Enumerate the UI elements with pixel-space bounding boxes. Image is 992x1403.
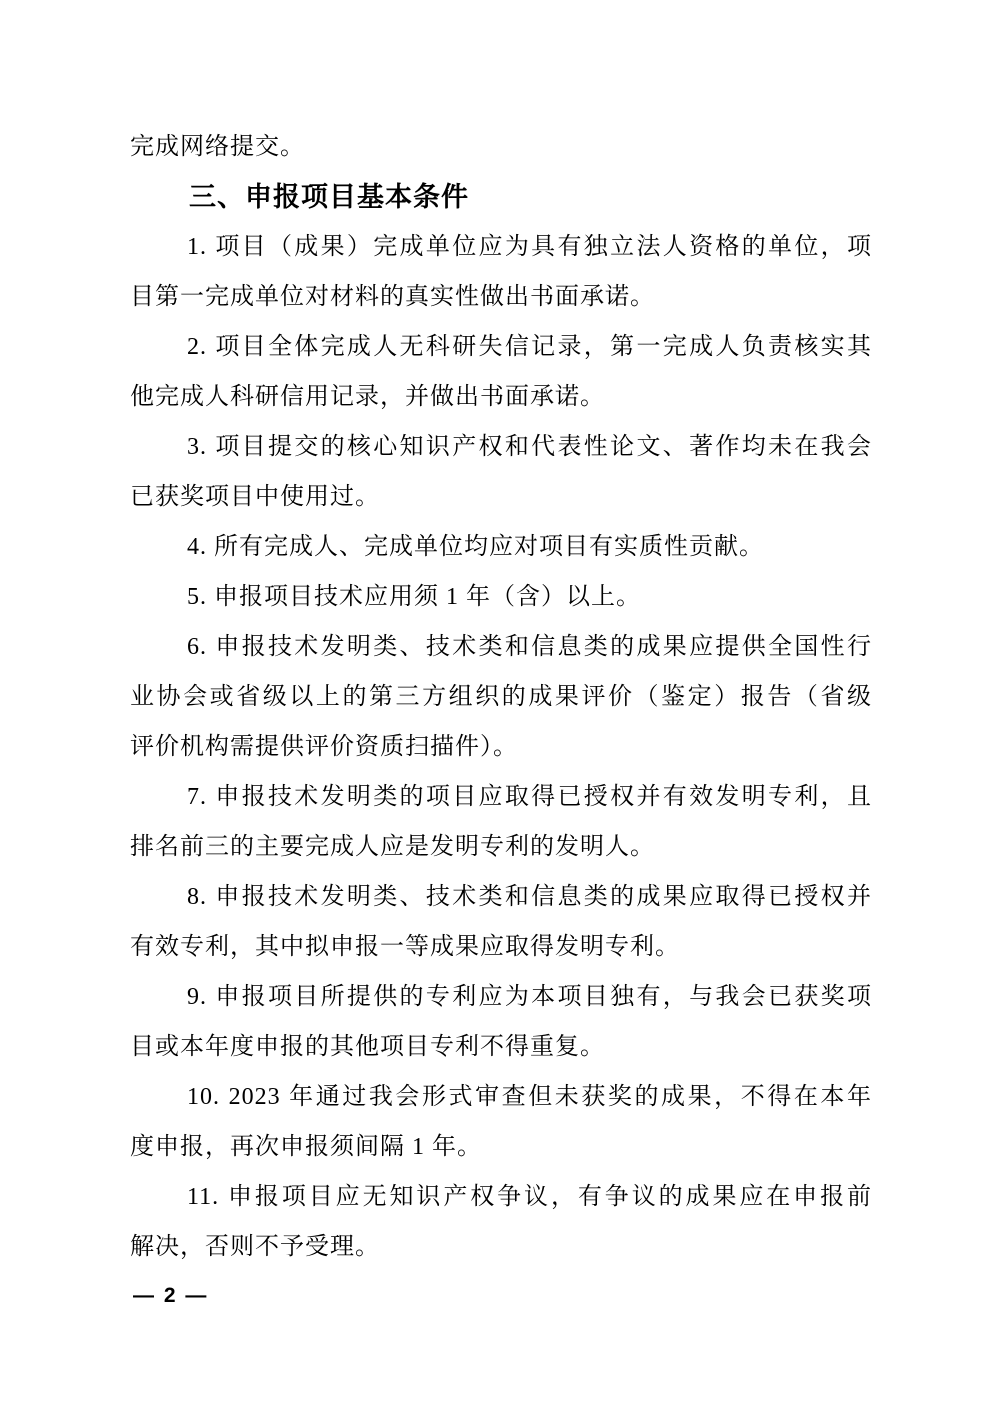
paragraph-continuation-line: 完成网络提交。 <box>130 134 305 160</box>
text-line: 1. 项目（成果）完成单位应为具有独立法人资格的单位，项 <box>187 234 872 260</box>
text-line: 评价机构需提供评价资质扫描件）。 <box>130 734 518 760</box>
text-line: 目第一完成单位对材料的真实性做出书面承诺。 <box>130 284 655 310</box>
page-number: — 2 — <box>133 1284 209 1307</box>
list-item-4 <box>130 522 872 572</box>
text-line: 排名前三的主要完成人应是发明专利的发明人。 <box>130 834 655 860</box>
list-item-5 <box>130 572 872 622</box>
list-item-7 <box>130 772 872 872</box>
text-line: 已获奖项目中使用过。 <box>130 484 380 510</box>
list-item-10 <box>130 1072 872 1172</box>
list-item-11 <box>130 1172 872 1272</box>
list-item-3 <box>130 422 872 522</box>
text-line: 解决，否则不予受理。 <box>130 1234 380 1260</box>
text-line: 8. 申报技术发明类、技术类和信息类的成果应取得已授权并 <box>187 884 872 910</box>
list-item-9 <box>130 972 872 1072</box>
text-line: 他完成人科研信用记录，并做出书面承诺。 <box>130 384 605 410</box>
section-heading: 三、申报项目基本条件 <box>189 182 469 212</box>
list-item-1 <box>130 222 872 322</box>
text-line: 3. 项目提交的核心知识产权和代表性论文、著作均未在我会 <box>187 434 872 460</box>
text-line: 业协会或省级以上的第三方组织的成果评价（鉴定）报告（省级 <box>130 684 872 710</box>
text-line: 4. 所有完成人、完成单位均应对项目有实质性贡献。 <box>187 534 764 560</box>
text-line: 11. 申报项目应无知识产权争议，有争议的成果应在申报前 <box>187 1184 872 1210</box>
list-item-8 <box>130 872 872 972</box>
text-line: 9. 申报项目所提供的专利应为本项目独有，与我会已获奖项 <box>187 984 872 1010</box>
text-line: 5. 申报项目技术应用须 1 年（含）以上。 <box>187 584 641 610</box>
text-line: 6. 申报技术发明类、技术类和信息类的成果应提供全国性行 <box>187 634 872 660</box>
text-line: 7. 申报技术发明类的项目应取得已授权并有效发明专利，且 <box>187 784 872 810</box>
text-line: 10. 2023 年通过我会形式审查但未获奖的成果，不得在本年 <box>187 1084 872 1110</box>
list-item-2 <box>130 322 872 422</box>
text-line: 度申报，再次申报须间隔 1 年。 <box>130 1134 482 1160</box>
text-line: 目或本年度申报的其他项目专利不得重复。 <box>130 1034 605 1060</box>
list-item-6 <box>130 622 872 772</box>
text-line: 有效专利，其中拟申报一等成果应取得发明专利。 <box>130 934 680 960</box>
text-line: 2. 项目全体完成人无科研失信记录，第一完成人负责核实其 <box>187 334 872 360</box>
